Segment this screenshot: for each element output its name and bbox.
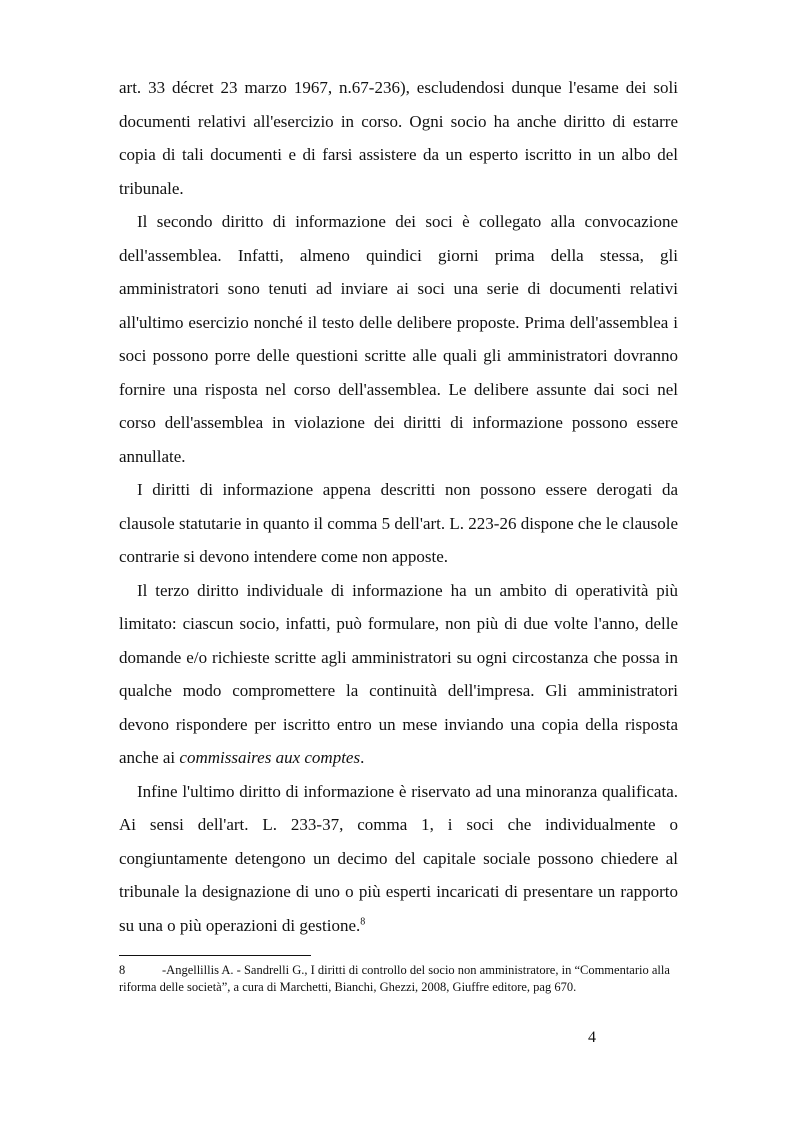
page-body	[119, 71, 678, 942]
paragraph-5	[119, 775, 678, 943]
footnote-number: 8	[119, 963, 126, 977]
paragraph-1: art. 33 décret 23 marzo 1967, n.67-236), escludendosi dunque l'esame dei soli documenti relativi all'esercizio in corso. Ogni socio ha anche diritto di estarre copia di tali documenti e di farsi assistere da un esperto iscritto in un albo del tribunale.	[119, 78, 678, 198]
footnote	[119, 962, 678, 996]
paragraph-2: Il secondo diritto di informazione dei soci è collegato alla convocazione dell'assemblea. Infatti, almeno quindici giorni prima della stessa, gli amministratori sono tenuti ad inviare ai soci una serie di documenti relativi all'ultimo esercizio nonché il testo delle delibere proposte. Prima dell'assemblea i soci possono porre delle questioni scritte alle quali gli amministratori dovranno fornire una risposta nel corso dell'assemblea. Le delibere assunte dai soci nel corso dell'assemblea in violazione dei diritti di informazione possono essere annullate.	[119, 212, 678, 466]
paragraph-3: I diritti di informazione appena descritti non possono essere derogati da clausole statutarie in quanto il comma 5 dell'art. L. 223-26 dispone che le clausole contrarie si devono intendere come non apposte.	[119, 480, 678, 566]
footnote-text: -Angellillis A. - Sandrelli G., I diritti di controllo del socio non amministratore, in “Commentario alla riforma delle società”, a cura di Marchetti, Bianchi, Ghezzi, 2008, Giuffre editore, pag 670.	[119, 963, 670, 994]
paragraph-4	[119, 574, 678, 775]
italic-term: commissaires aux comptes	[179, 748, 361, 767]
paragraph-4-end: .	[360, 748, 365, 767]
paragraph-4-text: Il terzo diritto individuale di informazione ha un ambito di operatività più limitato: ciascun socio, infatti, può formulare, non più di due volte l'anno, delle domande e/o richieste scritte agli amministratori su ogni circostanza che possa in qualche modo compromettere la continuità dell'impresa. Gli amministratori devono rispondere per iscritto entro un mese inviando una copia della risposta anche ai	[119, 580, 678, 767]
paragraph-5-text: Infine l'ultimo diritto di informazione è riservato ad una minoranza qualificata. Ai sensi dell'art. L. 233-37, comma 1, i soci che individualmente o congiuntamente detengono un decimo del capitale sociale possono chiedere al tribunale la designazione di uno o più esperti incaricati di presentare un rapporto su una o più operazioni di gestione.	[119, 781, 678, 935]
footnote-reference: 8	[360, 915, 366, 927]
page-number: 4	[588, 1029, 596, 1046]
footnote-separator	[119, 955, 311, 956]
